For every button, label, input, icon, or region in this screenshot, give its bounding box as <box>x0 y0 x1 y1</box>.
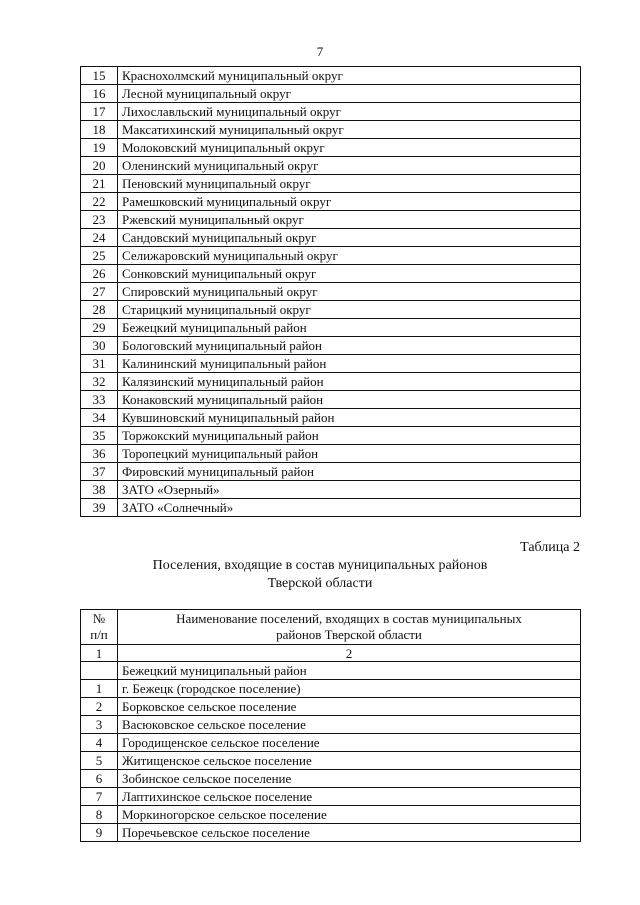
municipality-row-name: Спировский муниципальный округ <box>118 283 581 301</box>
municipality-row-number: 22 <box>81 193 118 211</box>
municipality-row-name: Лихославльский муниципальный округ <box>118 103 581 121</box>
page-number: 7 <box>316 44 324 59</box>
settlement-row <box>81 806 581 824</box>
municipality-row <box>81 67 581 85</box>
municipality-row <box>81 175 581 193</box>
municipalities-table-body <box>81 67 581 517</box>
column-number-2: 2 <box>118 645 581 662</box>
municipality-row-number: 16 <box>81 85 118 103</box>
municipality-row-name: Рамешковский муниципальный округ <box>118 193 581 211</box>
municipality-row <box>81 247 581 265</box>
header-number-cell <box>81 610 118 645</box>
municipality-row-number: 33 <box>81 391 118 409</box>
municipality-row <box>81 427 581 445</box>
municipality-row-name: ЗАТО «Озерный» <box>118 481 581 499</box>
municipality-row <box>81 193 581 211</box>
municipality-row <box>81 481 581 499</box>
municipality-row-number: 20 <box>81 157 118 175</box>
settlement-row-name: Городищенское сельское поселение <box>118 734 581 752</box>
municipality-row-number: 15 <box>81 67 118 85</box>
municipality-row-name: Старицкий муниципальный округ <box>118 301 581 319</box>
municipalities-table <box>80 66 581 517</box>
settlement-row-name: Житищенское сельское поселение <box>118 752 581 770</box>
municipality-row-name: Лесной муниципальный округ <box>118 85 581 103</box>
municipality-row-name: Краснохолмский муниципальный округ <box>118 67 581 85</box>
municipality-row <box>81 211 581 229</box>
settlement-row-name: Лаптихинское сельское поселение <box>118 788 581 806</box>
municipality-row <box>81 445 581 463</box>
municipality-row <box>81 373 581 391</box>
municipality-row-name: Оленинский муниципальный округ <box>118 157 581 175</box>
municipality-row <box>81 391 581 409</box>
settlement-row-name: Васюковское сельское поселение <box>118 716 581 734</box>
settlement-row <box>81 770 581 788</box>
municipality-row <box>81 121 581 139</box>
municipality-row-name: Кувшиновский муниципальный район <box>118 409 581 427</box>
group-heading-number-cell <box>81 662 118 680</box>
municipality-row-number: 39 <box>81 499 118 517</box>
settlement-row <box>81 716 581 734</box>
settlement-row-name: г. Бежецк (городское поселение) <box>118 680 581 698</box>
municipality-row-name: Торжокский муниципальный район <box>118 427 581 445</box>
municipality-row <box>81 463 581 481</box>
header-name-cell <box>118 610 581 645</box>
municipality-row-name: ЗАТО «Солнечный» <box>118 499 581 517</box>
municipality-row <box>81 355 581 373</box>
municipality-row-name: Бологовский муниципальный район <box>118 337 581 355</box>
municipality-row-name: Ржевский муниципальный округ <box>118 211 581 229</box>
municipality-row <box>81 139 581 157</box>
municipality-row-number: 29 <box>81 319 118 337</box>
municipality-row-name: Пеновский муниципальный округ <box>118 175 581 193</box>
settlement-row-number: 9 <box>81 824 118 842</box>
municipality-row <box>81 157 581 175</box>
municipality-row-number: 25 <box>81 247 118 265</box>
settlement-row-name: Борковское сельское поселение <box>118 698 581 716</box>
municipality-row-number: 28 <box>81 301 118 319</box>
settlement-row-number: 7 <box>81 788 118 806</box>
group-heading: Бежецкий муниципальный район <box>118 662 581 680</box>
municipality-row-number: 17 <box>81 103 118 121</box>
municipality-row <box>81 319 581 337</box>
municipality-row-number: 23 <box>81 211 118 229</box>
settlement-row-number: 6 <box>81 770 118 788</box>
municipality-row-number: 21 <box>81 175 118 193</box>
municipality-row <box>81 337 581 355</box>
municipality-row-name: Фировский муниципальный район <box>118 463 581 481</box>
municipality-row-name: Молоковский муниципальный округ <box>118 139 581 157</box>
municipality-row-number: 32 <box>81 373 118 391</box>
municipality-row <box>81 265 581 283</box>
municipality-row-number: 31 <box>81 355 118 373</box>
table-2-title-line-2: Тверской области <box>267 576 373 591</box>
settlement-row-name: Моркиногорское сельское поселение <box>118 806 581 824</box>
municipality-row-number: 34 <box>81 409 118 427</box>
column-number-1: 1 <box>81 645 118 662</box>
municipality-row-number: 18 <box>81 121 118 139</box>
municipality-row-number: 37 <box>81 463 118 481</box>
municipality-row-name: Бежецкий муниципальный район <box>118 319 581 337</box>
settlement-row-name: Зобинское сельское поселение <box>118 770 581 788</box>
municipality-row-number: 38 <box>81 481 118 499</box>
settlement-row <box>81 824 581 842</box>
settlement-row-number: 2 <box>81 698 118 716</box>
municipality-row-number: 36 <box>81 445 118 463</box>
municipality-row <box>81 409 581 427</box>
municipality-row-name: Конаковский муниципальный район <box>118 391 581 409</box>
municipality-row-number: 30 <box>81 337 118 355</box>
settlements-table-header <box>81 610 581 645</box>
municipality-row-name: Сандовский муниципальный округ <box>118 229 581 247</box>
settlement-row <box>81 680 581 698</box>
municipality-row-name: Селижаровский муниципальный округ <box>118 247 581 265</box>
settlement-row-number: 4 <box>81 734 118 752</box>
municipality-row-number: 35 <box>81 427 118 445</box>
settlement-row <box>81 698 581 716</box>
municipality-row-number: 19 <box>81 139 118 157</box>
municipality-row-name: Калининский муниципальный район <box>118 355 581 373</box>
group-heading-row <box>81 662 581 680</box>
municipality-row <box>81 283 581 301</box>
municipality-row-name: Сонковский муниципальный округ <box>118 265 581 283</box>
settlement-row <box>81 788 581 806</box>
header-name-line-1: Наименование поселений, входящих в состав муниципальных <box>176 611 522 626</box>
settlement-row-name: Поречьевское сельское поселение <box>118 824 581 842</box>
settlement-row <box>81 752 581 770</box>
settlements-table-body <box>81 610 581 842</box>
municipality-row <box>81 85 581 103</box>
municipality-row-number: 27 <box>81 283 118 301</box>
settlement-row <box>81 734 581 752</box>
settlements-table <box>80 609 581 842</box>
settlement-row-number: 5 <box>81 752 118 770</box>
municipality-row-name: Калязинский муниципальный район <box>118 373 581 391</box>
settlement-row-number: 3 <box>81 716 118 734</box>
municipality-row <box>81 499 581 517</box>
municipality-row <box>81 301 581 319</box>
settlement-row-number: 1 <box>81 680 118 698</box>
municipality-row-number: 24 <box>81 229 118 247</box>
municipality-row <box>81 103 581 121</box>
table-2-caption: Таблица 2 <box>520 540 580 555</box>
municipality-row-name: Торопецкий муниципальный район <box>118 445 581 463</box>
municipality-row-number: 26 <box>81 265 118 283</box>
municipality-row-name: Максатихинский муниципальный округ <box>118 121 581 139</box>
header-name-line-2: районов Тверской области <box>276 627 422 642</box>
municipality-row <box>81 229 581 247</box>
table-2-title <box>0 557 640 593</box>
column-numbers-row <box>81 645 581 662</box>
header-number-line-1: № <box>92 611 106 626</box>
header-number-line-2: п/п <box>90 627 108 642</box>
table-2-title-line-1: Поселения, входящие в состав муниципальных районов <box>152 558 488 573</box>
settlement-row-number: 8 <box>81 806 118 824</box>
